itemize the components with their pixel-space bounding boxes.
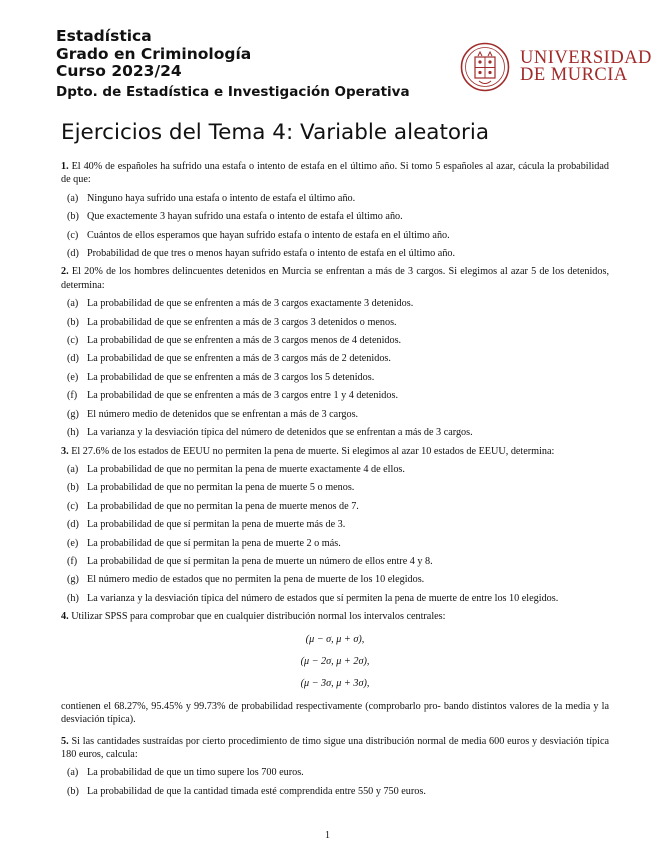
exercise-5 <box>61 735 609 762</box>
exercise-number: 2. <box>61 266 69 278</box>
exercise-4-continuation: contienen el 68.27%, 95.45% y 99.73% de probabilidad respectivamente (comprobarlo pro- bando distintos valores de la media y la desviación típica). <box>61 700 609 726</box>
page-number: 1 <box>325 830 330 841</box>
exercise-number: 3. <box>61 445 69 457</box>
university-name <box>520 50 652 84</box>
list-item: (h) La varianza y la desviación típica del número de estados que sí permiten la pena de muerte de entre los 10 elegidos. <box>67 592 559 604</box>
exercise-statement: El 20% de los hombres delincuentes detenidos en Murcia se enfrentan a más de 3 cargos. Si elegimos al azar 5 de los detenidos, determina: <box>61 266 609 291</box>
university-seal-icon <box>459 42 511 92</box>
list-item: (d) La probabilidad de que sí permitan la pena de muerte más de 3. <box>67 519 346 531</box>
list-item: (d) Probabilidad de que tres o menos hayan sufrido estafa o intento de estafa en el último año. <box>67 248 456 260</box>
exercise-statement: El 40% de españoles ha sufrido una estafa o intento de estafa en el último año. Si tomo 5 españoles al azar, cácula la probabilidad de que: <box>61 161 609 186</box>
university-name-line-1: UNIVERSIDAD <box>520 48 652 68</box>
university-name-line-2: DE MURCIA <box>520 65 628 85</box>
list-item: (b) La probabilidad de que no permitan la pena de muerte 5 o menos. <box>67 482 355 494</box>
list-item: (f) La probabilidad de que se enfrenten a más de 3 cargos entre 1 y 4 detenidos. <box>67 390 398 402</box>
math-interval-2: (μ − 2σ, μ + 2σ), <box>300 655 370 667</box>
page-title: Ejercicios del Tema 4: Variable aleatoria <box>61 120 490 145</box>
list-item: (a) Ninguno haya sufrido una estafa o intento de estafa el último año. <box>67 192 356 204</box>
list-item: (h) La varianza y la desviación típica del número de detenidos que se enfrentan a más de 3 cargos. <box>67 427 473 439</box>
list-item: (c) La probabilidad de que no permitan la pena de muerte menos de 7. <box>67 500 359 512</box>
list-item: (d) La probabilidad de que se enfrenten a más de 3 cargos más de 2 detenidos. <box>67 353 391 365</box>
exercise-1 <box>61 160 609 187</box>
exercise-3 <box>61 445 609 458</box>
exercise-list <box>61 160 609 803</box>
academic-year: Curso 2023/24 <box>56 62 182 80</box>
list-item: (a) La probabilidad de que un timo supere los 700 euros. <box>67 767 304 779</box>
list-item: (b) La probabilidad de que se enfrenten a más de 3 cargos 3 detenidos o menos. <box>67 316 397 328</box>
exercise-number: 1. <box>61 161 69 172</box>
document-header <box>56 28 410 101</box>
math-interval-1: (μ − σ, μ + σ), <box>305 633 365 645</box>
list-item: (a) La probabilidad de que se enfrenten a más de 3 cargos exactamente 3 detenidos. <box>67 298 414 310</box>
exercise-2 <box>61 265 609 292</box>
exercise-statement: Si las cantidades sustraídas por cierto procedimiento de timo sigue una distribución normal de media 600 euros y desviación típica 180 euros, calcula: <box>61 735 610 760</box>
list-item: (g) El número medio de detenidos que se enfrentan a más de 3 cargos. <box>67 408 359 420</box>
exercise-4 <box>61 610 609 623</box>
university-logo <box>459 42 652 92</box>
list-item: (b) Que exactemente 3 hayan sufrido una estafa o intento de estafa el último año. <box>67 211 403 223</box>
department-name: Dpto. de Estadística e Investigación Operativa <box>56 83 410 100</box>
list-item: (e) La probabilidad de que sí permitan la pena de muerte 2 o más. <box>67 537 341 549</box>
list-item: (f) La probabilidad de que sí permitan la pena de muerte un número de ellos entre 4 y 8. <box>67 555 433 567</box>
list-item: (g) El número medio de estados que no permiten la pena de muerte de los 10 elegidos. <box>67 574 425 586</box>
list-item: (c) Cuántos de ellos esperamos que hayan sufrido estafa o intento de estafa en el último año. <box>67 229 450 241</box>
list-item: (c) La probabilidad de que se enfrenten a más de 3 cargos menos de 4 detenidos. <box>67 335 402 347</box>
list-item: (e) La probabilidad de que se enfrenten a más de 3 cargos los 5 detenidos. <box>67 371 375 383</box>
degree-name: Grado en Criminología <box>56 44 252 63</box>
exercise-statement: El 27.6% de los estados de EEUU no permiten la pena de muerte. Si elegimos al azar 10 estados de EEUU, determina: <box>71 445 555 457</box>
exercise-number: 4. <box>61 611 69 623</box>
exercise-statement: Utilizar SPSS para comprobar que en cualquier distribución normal los intervalos centrales: <box>71 611 446 623</box>
course-subject: Estadística <box>56 27 152 45</box>
list-item: (b) La probabilidad de que la cantidad timada esté comprendida entre 550 y 750 euros. <box>67 785 426 797</box>
list-item: (a) La probabilidad de que no permitan la pena de muerte exactamente 4 de ellos. <box>67 463 405 475</box>
math-interval-3: (μ − 3σ, μ + 3σ), <box>300 678 370 690</box>
exercise-number: 5. <box>61 735 69 747</box>
